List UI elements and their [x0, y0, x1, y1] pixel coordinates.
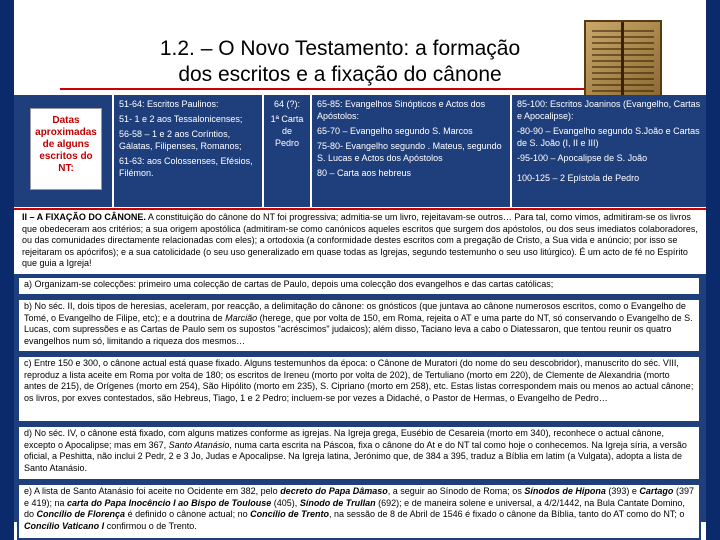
- item-e-text-6: (692); e de maneira solene e universal, a 4/2/1442, na Bula Cantate Domino, do: [24, 497, 685, 520]
- item-e-text-3: (393) e: [608, 486, 637, 496]
- timeline-label: Datas aproximadas de alguns escritos do NT:: [30, 108, 102, 190]
- manuscript-spine: [621, 22, 624, 98]
- item-e-text-4: (397 e 419); na: [24, 486, 694, 508]
- title-line-1: 1.2. – O Novo Testamento: a formação: [159, 37, 521, 60]
- item-b-text: b) No séc. II, dois tipos de heresias, aceleram, por reacção, a delimitação do cânone: os gnósticos (que juntava ao cânone numerosos escritos, como o Evangelho de Tomé, o Evangelho de Filipe, etc); e a doutrina de: [24, 301, 686, 323]
- timeline-peter: [264, 95, 310, 207]
- pauline-line: 61-63: aos Colossenses, Efésios, Filémon.: [119, 156, 253, 178]
- page-title: [60, 36, 620, 88]
- item-e-vaticano: Concílio Vaticano I: [24, 520, 105, 531]
- right-border: [706, 0, 720, 540]
- section-ii-text: A constituição do cânone do NT foi progressiva; admitia-se um livro, rejeitavam-se outros… Para tal, como vimos, admitiram-se os livros que obedeceram aos critérios; a sua origem apostólica (admitiram-se como canónicos aqueles escritos que surgem dos apóstolos, ou dos seus imediatos colaboradores, ou das comunidades directamente relacionadas com eles); a ortodoxia (a conformidade destes escritos com a pregação de Cristo, a Sua vida e anúncio; por isso se rejeitaram os apócrifos); e a sua catolicidade (o seu uso generalizado em quase todas as Igrejas, segundo testemunho o seu uso litúrgico). É um acto de fé no Espírito que guia a Igreja!: [22, 212, 698, 269]
- item-e-trento: Concílio de Trento: [250, 509, 330, 520]
- item-e-cartago: Cartago: [639, 486, 674, 496]
- section-ii-heading: II – A FIXAÇÃO DO CÂNONE.: [22, 212, 146, 222]
- section-ii: [14, 208, 706, 274]
- title-line-2: dos escritos e a fixação do cânone: [178, 63, 502, 86]
- peter-line: 64 (?):: [273, 99, 300, 109]
- item-e-hipona: Sínodos de Hipona: [524, 486, 606, 496]
- johannine-line: -80-90 – Evangelho segundo S.João e Cartas de S. João (I, II e III): [517, 126, 700, 148]
- item-c-text: c) Entre 150 e 300, o cânone actual está quase fixado. Alguns testemunhos da época: o Cânone de Muratori (do nome do seu descobridor), manuscrito do séc. VIII, reproduz a lista aceite em Roma por volta de 180; os escritos de Ireneu (morto por volta de 202), de Tertuliano (morto em 220), de Clemente de Alexandria (morto antes de 215), de Orígenes (morto em 254), São Hipólito (morto em 235), S. Cipriano (morto em 258), etc. Estas listas correspondem mais ou menos ao actual cânone; os livros, por exves contestados, são Hebreus, Tiago, 1 e 2 Pedro; incluem-se por vezes a Didaché, o Pastor de Hermas, o Evangelho de Pedro…: [24, 358, 694, 403]
- item-d-text-2: , numa carta escrita na Páscoa, fixa o cânone do At e do NT tal como hoje o conhecemos. Na Igreja síria, a versão oficial, a Peshitta, não inclui 2 Pedr, 2 e 3 Jo, Judas e Apocalipse. Na Igreja latina, Jerónimo que, de 384 a 395, traduz a Bíblia em latim (a Vulgata), adopta a lista de Santo Atanásio.: [24, 439, 687, 473]
- item-b-marcion: Marcião: [225, 312, 258, 323]
- johannine-line: -95-100 – Apocalipse de S. João: [517, 153, 648, 163]
- pauline-line: 51- 1 e 2 aos Tessalonicenses;: [119, 114, 243, 124]
- item-a: [17, 276, 701, 296]
- peter-line: 1ª Carta de Pedro: [270, 114, 304, 148]
- timeline-johannine: [512, 95, 706, 207]
- item-b: [17, 298, 701, 353]
- item-d-text: d) No séc. IV, o cânone está fixado, com alguns matizes conforme as igrejas. Na Igreja grega, Eusébio de Cesareia (morto em 340), reconhece o actual cânone, excepto o Apocalipse; mas em 367,: [24, 428, 665, 450]
- item-e-text-8: , na sessão de 8 de Abril de 1546 é fixado o cânone da Bíblia, tanto do AT como do NT; o: [329, 509, 685, 520]
- item-e-text-5: (405),: [273, 497, 298, 508]
- johannine-line: 85-100: Escritos Joaninos (Evangelho, Cartas e Apocalipse):: [517, 99, 701, 121]
- synoptic-line: 75-80- Evangelho segundo . Mateus, segundo S. Lucas e Actos dos Apóstolos: [317, 141, 502, 163]
- item-b-text-2: (herege, que por volta de 150, em Roma, rejeita o AT e uma parte do NT, só conservando o Evangelho de S. Lucas, com supressões e as Cartas de Paulo sem os supostos "acréscimos" judaicos); além disso, Taciano leva a cabo o Diatessaron, que tentou reunir os quatro evangelhos num só, limitando a riqueza dos mesmos…: [24, 312, 693, 346]
- item-e-trullan: Sínodo de Trullan: [299, 497, 376, 508]
- pauline-line: 56-58 – 1 e 2 aos Coríntios, Gálatas, Filipenses, Romanos;: [119, 129, 242, 151]
- item-c: [17, 355, 701, 423]
- synoptic-line: 65-85: Evangelhos Sinópticos e Actos dos Apóstolos:: [317, 99, 486, 121]
- item-e-text-9: confirmou o de Trento.: [106, 520, 197, 531]
- item-e-text-2: , a seguir ao Sínodo de Roma; os: [387, 486, 522, 496]
- title-underline: [60, 88, 620, 90]
- left-border: [0, 0, 14, 540]
- synoptic-line: 65-70 – Evangelho segundo S. Marcos: [317, 126, 473, 136]
- item-e: [17, 483, 701, 540]
- item-d-atanasio: Santo Atanásio: [168, 439, 230, 450]
- item-e-text-7: é definido o cânone actual; no: [127, 509, 248, 520]
- item-e-inocencio: carta do Papa Inocêncio I ao Bispo de Toulouse: [67, 497, 272, 508]
- pauline-line: 51-64: Escritos Paulinos:: [119, 99, 219, 109]
- item-a-text: a) Organizam-se colecções: primeiro uma colecção de cartas de Paulo, depois uma colecção dos evangelhos e das cartas católicas;: [24, 279, 554, 289]
- timeline-pauline: [114, 95, 262, 207]
- item-e-damaso: decreto do Papa Dâmaso: [280, 486, 388, 496]
- item-d: [17, 425, 701, 481]
- manuscript-image: [584, 20, 662, 100]
- johannine-line: 100-125 – 2 Epístola de Pedro: [517, 173, 640, 183]
- synoptic-line: 80 – Carta aos hebreus: [317, 168, 412, 178]
- item-e-florenca: Concílio de Florença: [36, 509, 126, 520]
- timeline-synoptic: [312, 95, 510, 207]
- item-e-text: e) A lista de Santo Atanásio foi aceite no Ocidente em 382, pelo: [24, 486, 278, 496]
